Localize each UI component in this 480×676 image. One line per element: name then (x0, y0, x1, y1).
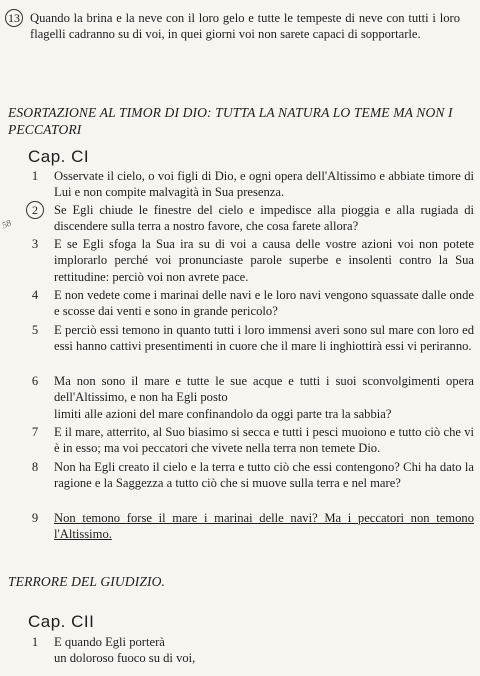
circled-verse-number: 13 (5, 9, 23, 27)
verse-text: E perciò essi temono in quanto tutti i loro immensi averi sono sul mare con loro ed essi hanno cattivi presentimenti in cuore che il mare li inghiottirà essi vi periranno. (54, 323, 474, 354)
verse-text: Non ha Egli creato il cielo e la terra e tutto ciò che essi contengono? Chi ha dato la ragione e la Saggezza a tutto ciò che si muove sulla terra e nel mare? (54, 460, 474, 491)
verse-text-line2: un doloroso fuoco su di voi, (54, 651, 196, 666)
verse-number: 1 (31, 169, 39, 183)
verse-7 (28, 424, 474, 457)
verse-text-line1: E quando Egli porterà (54, 635, 165, 649)
verse-text-line1: Ma non sono il mare e tutte le sue acque e tutti i suoi sconvolgimenti opera dell'Altissimo, e non ha Egli posto (54, 374, 474, 405)
verse-5 (28, 322, 474, 355)
verse-number: 3 (31, 237, 39, 251)
verse-8 (28, 459, 474, 492)
verse-9 (28, 510, 474, 543)
verse-number: 6 (31, 374, 39, 388)
verse-number: 5 (31, 323, 39, 337)
verse-3 (28, 236, 474, 285)
chapter-title-cii: Cap. CII (28, 612, 95, 631)
verse-text: E se Egli sfoga la Sua ira su di voi a causa delle vostre azioni voi non potete implorarlo perché voi pronunciaste parole superbe e insolenti contro la Sua rettitudine: perciò voi non avrete pace. (54, 237, 474, 284)
verse-text: Osservate il cielo, o voi figli di Dio, e ogni opera dell'Altissimo e abbiate timore di Lui e non compite malvagità in Sua presenza. (54, 169, 474, 200)
verse-cii-1 (28, 634, 474, 667)
verse-number: 1 (31, 635, 39, 649)
verse-6 (28, 373, 474, 422)
section-heading-exhortation: ESORTAZIONE AL TIMOR DI DIO: TUTTA LA NATURA LO TEME MA NON I PECCATORI (8, 105, 453, 137)
section-heading-judgement: TERRORE DEL GIUDIZIO. (8, 574, 166, 589)
verse-number: 4 (31, 288, 39, 302)
verse-text: Non temono forse il mare i marinai delle navi? Ma i peccatori non temono l'Altissimo. (54, 511, 474, 542)
verse-number: 7 (31, 425, 39, 439)
margin-note: 58 (0, 217, 13, 231)
verse-4 (28, 287, 474, 320)
chapter-title-ci: Cap. CI (28, 147, 90, 166)
verse-13-paragraph (8, 10, 460, 43)
circled-verse-number: 2 (26, 201, 44, 219)
verse-number: 9 (31, 511, 39, 525)
verse-2 (28, 202, 474, 235)
verse-13-text: Quando la brina e la neve con il loro gelo e tutte le tempeste di neve con tutti i loro flagelli cadranno su di voi, in quei giorni voi non sarete capaci di sopportarle. (30, 11, 460, 42)
verse-text-line2: limiti alle azioni del mare confinandolo da oggi parte tra la sabbia? (54, 406, 392, 421)
verse-number: 8 (31, 460, 39, 474)
verse-1 (28, 168, 474, 201)
verse-text: E non vedete come i marinai delle navi e le loro navi vengono squassate dalle onde e scosse dai venti e sono in grande pericolo? (54, 288, 474, 319)
verse-text: E il mare, atterrito, al Suo biasimo si secca e tutti i pesci muoiono e tutto ciò che vi è in esso; ma voi peccatori che vivete nella terra non temete Dio. (54, 425, 474, 456)
verse-text: Se Egli chiude le finestre del cielo e impedisce alla pioggia e alla rugiada di discendere sulla terra a nostro favore, che cosa farete allora? (54, 203, 474, 234)
